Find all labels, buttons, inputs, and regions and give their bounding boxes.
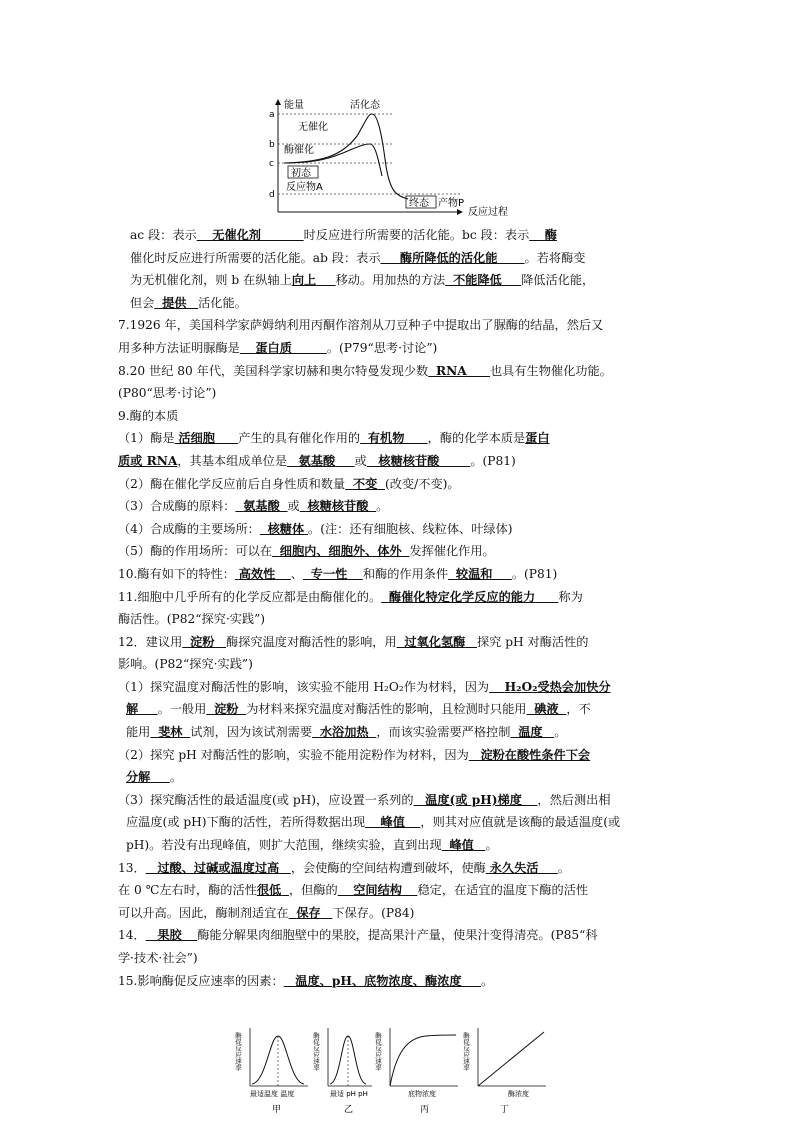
line-26 — [118, 789, 690, 812]
chart-2-caption: 乙 — [344, 1105, 354, 1115]
t: ，但酶的 — [288, 883, 338, 898]
blank: 酶催化特定化学反应的能力 — [388, 589, 536, 604]
t: ac 段：表示 — [130, 228, 197, 242]
t: 能用 — [126, 725, 151, 740]
blank: 提供 — [162, 295, 187, 310]
product-label: 产物P — [438, 198, 465, 209]
t: （4）合成酶的主要场所： — [118, 521, 260, 536]
t: 产生的具有催化作用的 — [238, 431, 361, 446]
chart-2-ylabel: 酶促反应速率 — [312, 1032, 320, 1071]
t: 降低活化能， — [521, 273, 595, 288]
t: 稳定，在适宜的温度下酶的活性 — [417, 883, 589, 898]
chart-3-xlabel: 底物浓度 — [408, 1090, 436, 1098]
blank: 细胞内、细胞外、体外 — [279, 544, 402, 559]
blank: 高效性 — [238, 566, 276, 581]
blank: 果胶 — [157, 928, 182, 943]
line-34 — [118, 970, 690, 993]
energy-x-label: 反应过程 — [468, 207, 508, 218]
t: 试剂，因为该试剂需要 — [190, 725, 313, 740]
t: 但会 — [130, 295, 155, 310]
chart-4-caption: 丁 — [500, 1105, 510, 1115]
activation-energy-diagram — [262, 96, 532, 220]
blank: 斐林 — [158, 725, 183, 740]
blank: 淀粉 — [214, 702, 239, 717]
blank: 温度、pH、底物浓度、酶浓度 — [295, 973, 462, 988]
t: 。 — [169, 770, 182, 785]
blank: 保存 — [296, 905, 321, 920]
blank: 氨基酸 — [243, 499, 280, 514]
t: (改变/不变)。 — [385, 476, 460, 491]
chart-3-caption: 丙 — [420, 1105, 430, 1115]
blank: 蛋白质 — [255, 340, 292, 355]
line-20 — [118, 653, 690, 676]
chart-3-curve — [390, 1035, 456, 1086]
energy-y-label: 能量 — [284, 100, 304, 111]
t: 。 — [557, 860, 571, 875]
line-13 — [118, 495, 690, 518]
line-10 — [118, 427, 690, 450]
energy-peak-label: 活化态 — [350, 100, 380, 111]
rate-factor-charts — [236, 1024, 556, 1116]
blank: 较温和 — [455, 566, 493, 581]
blank: 核糖核苷酸 — [307, 499, 369, 514]
blank: 有机物 — [367, 431, 405, 446]
chart-1-ylabel: 酶促反应速率 — [234, 1032, 242, 1071]
t: 酶探究温度对酶活性的影响，用 — [226, 634, 397, 649]
t: （2）酶在催化学反应前后自身性质和数量 — [118, 476, 346, 491]
blank: 峰值 — [449, 838, 474, 853]
line-21 — [118, 676, 690, 699]
t: (P80“思考·讨论”) — [118, 386, 217, 401]
t: 酶活性。(P82“探究·实践”) — [118, 612, 266, 627]
blank: 很低 — [256, 883, 282, 898]
t: 。(注：还有细胞核、线粒体、叶绿体) — [308, 521, 513, 536]
t: 为无机催化剂，则 b 在纵轴上 — [130, 273, 292, 288]
chart-temperature — [234, 1028, 308, 1115]
line-19 — [118, 631, 690, 654]
blank: 水浴加热 — [319, 725, 369, 740]
t: 时反应进行所需要的活化能。bc 段：表示 — [303, 228, 530, 242]
blank-ac: 无催化剂 — [212, 228, 261, 242]
blank: 永久失活 — [489, 860, 539, 875]
t: 或 — [287, 499, 300, 514]
blank: 分解 — [126, 770, 151, 785]
t: 应温度(或 pH)下酶的活性，若所得数据出现 — [126, 815, 366, 830]
t: 催化时反应进行所需要的活化能。ab 段：表示 — [130, 250, 381, 265]
t: 7.1926 年，美国科学家萨姆纳利用丙酮作溶剂从刀豆种子中提取出了脲酶的结晶，然后又 — [118, 318, 604, 333]
t: 15.影响酶促反应速率的因素： — [118, 973, 284, 988]
blank-ab: 酶所降低的活化能 — [399, 250, 498, 265]
line-8 — [118, 382, 690, 405]
t: 酶能分解果肉细胞壁中的果胶，提高果汁产量，使果汁变得清亮。(P85“科 — [197, 928, 598, 943]
chart-1-caption: 甲 — [272, 1105, 282, 1115]
initial-state-label: 初态 — [291, 168, 311, 179]
t: （3）探究酶活性的最适温度(或 pH)，应设置一系列的 — [118, 792, 414, 807]
cat-label: 酶催化 — [284, 145, 314, 156]
t: 或 — [354, 453, 367, 468]
chart-1-xlabel: 最适温度 温度 — [250, 1090, 295, 1098]
t: ，则其对应值就是该酶的最适温度(或 — [420, 815, 621, 830]
blank: 专一性 — [310, 566, 348, 581]
blank: 过氧化氢酶 — [404, 634, 466, 649]
t: 。(P79“思考·讨论”) — [326, 340, 438, 355]
t: 学·技术·社会”) — [118, 951, 198, 965]
reactant-label: 反应物A — [286, 182, 323, 193]
line-25 — [118, 766, 690, 789]
t: 。(P81) — [511, 566, 558, 581]
t: 12．建议用 — [118, 634, 183, 649]
blank: 解 — [126, 702, 139, 717]
line-6 — [118, 337, 690, 360]
chart-ph — [312, 1028, 372, 1115]
blank: 温度(或 pH)梯度 — [425, 792, 522, 807]
t: ，而该实验需要严格控制 — [376, 725, 511, 740]
uncat-label: 无催化 — [298, 122, 328, 133]
line-11 — [118, 450, 690, 473]
blank: 空间结构 — [353, 883, 402, 898]
chart-2-xlabel: 最适 pH pH — [330, 1090, 368, 1098]
level-b: b — [269, 140, 275, 150]
blank: 不变 — [352, 476, 378, 491]
t: 活化能。 — [198, 295, 247, 310]
t: 探究 pH 对酶活性的 — [476, 634, 589, 649]
t: 13． — [118, 860, 146, 875]
t: 和酶的作用条件 — [362, 566, 449, 581]
level-c: c — [269, 159, 274, 169]
chart-4-ylabel: 酶促反应速率 — [462, 1032, 470, 1071]
t: 用多种方法证明脲酶是 — [118, 340, 240, 355]
line-3 — [118, 269, 690, 292]
final-state-label: 终态 — [409, 198, 429, 209]
t: 。 — [376, 499, 389, 514]
line-2 — [118, 247, 690, 270]
line-32 — [118, 924, 690, 947]
t: 。 — [480, 973, 494, 988]
line-28 — [118, 834, 690, 857]
line-22 — [118, 698, 690, 721]
line-1 — [118, 224, 690, 247]
t: 移动。用加热的方法 — [335, 273, 446, 288]
line-29 — [118, 857, 690, 880]
t: 11.细胞中几乎所有的化学反应都是由酶催化的。 — [118, 589, 382, 604]
chart-substrate — [374, 1028, 458, 1115]
line-7 — [118, 360, 690, 383]
blank: H₂O₂受热会加快分 — [504, 679, 611, 694]
t: 在 0 ℃左右时，酶的活性 — [118, 883, 257, 898]
line-33 — [118, 947, 690, 970]
blank: RNA — [435, 363, 467, 378]
blank: 氨基酸 — [298, 453, 336, 468]
t: 称为 — [558, 589, 583, 604]
blank: 核糖体 — [267, 521, 305, 536]
t: 10.酶有如下的特性： — [118, 566, 235, 581]
blank: 碘液 — [534, 702, 559, 717]
t: ，不 — [566, 702, 591, 717]
t: （1）探究温度对酶活性的影响，该实验不能用 H₂O₂作为材料，因为 — [118, 679, 490, 694]
t: 也具有生物催化功能。 — [489, 363, 612, 378]
t: 发挥催化作用。 — [409, 544, 495, 559]
t: ，然后测出相 — [537, 792, 611, 807]
t: 9.酶的本质 — [118, 408, 179, 423]
t: 为材料来探究温度对酶活性的影响，且检测时只能用 — [246, 702, 527, 717]
line-4 — [118, 292, 690, 315]
t: （3）合成酶的原料： — [118, 499, 236, 514]
t: 。(P81) — [470, 453, 516, 468]
t: pH)。若没有出现峰值，则扩大范围，继续实验，直到出现 — [126, 838, 442, 853]
line-24 — [118, 744, 690, 767]
blank-bc: 酶 — [544, 228, 557, 242]
t: 。 — [554, 725, 567, 740]
line-5 — [118, 314, 690, 337]
line-23 — [118, 721, 690, 744]
t: （2）探究 pH 对酶活性的影响，实验不能用淀粉作为材料，因为 — [118, 747, 469, 762]
t: 影响。(P82“探究·实践”) — [118, 657, 253, 672]
line-27 — [118, 811, 690, 834]
blank: 淀粉在酸性条件下会 — [480, 747, 591, 762]
t: 下保存。(P84) — [332, 905, 415, 920]
line-16 — [118, 563, 690, 586]
blank: 过酸、过碱或温度过高 — [157, 860, 280, 875]
blank: 不能降低 — [453, 273, 502, 288]
t: 8.20 世纪 80 年代，美国科学家切赫和奥尔特曼发现少数 — [118, 363, 429, 378]
line-12 — [118, 473, 690, 496]
t: 14． — [118, 928, 146, 943]
t: 、 — [290, 566, 304, 581]
t: 。一般用 — [157, 702, 207, 717]
t: （5）酶的作用场所：可以在 — [118, 544, 273, 559]
blank: 峰值 — [380, 815, 405, 830]
t: ，酶的化学本质是 — [427, 431, 526, 446]
line-18 — [118, 608, 690, 631]
chart-3-ylabel: 酶促反应速率 — [374, 1032, 382, 1071]
line-15 — [118, 540, 690, 563]
line-31 — [118, 902, 690, 925]
blank: 淀粉 — [190, 634, 215, 649]
t: 。若将酶变 — [524, 250, 586, 265]
blank: 活细胞 — [178, 431, 215, 446]
level-d: d — [269, 190, 275, 200]
blank: 向上 — [291, 273, 317, 288]
t: 。 — [485, 838, 498, 853]
line-30 — [118, 879, 690, 902]
chart-4-curve — [478, 1032, 544, 1086]
t: ，会使酶的空间结构遭到破坏，使酶 — [290, 860, 486, 875]
line-17 — [118, 586, 690, 609]
t: ，其基本组成单位是 — [177, 453, 288, 468]
chart-enzyme — [462, 1028, 546, 1115]
t: 可以升高。因此，酶制剂适宜在 — [118, 905, 289, 920]
chart-4-xlabel: 酶浓度 — [508, 1090, 529, 1098]
line-9 — [118, 405, 690, 428]
level-a: a — [269, 110, 275, 120]
line-14 — [118, 518, 690, 541]
t: （1）酶是 — [118, 431, 175, 446]
blank: 蛋白 — [525, 431, 550, 446]
document-body — [118, 224, 690, 992]
blank: 核糖核苷酸 — [378, 453, 440, 468]
blank: 温度 — [518, 725, 543, 740]
blank: 质或 RNA — [118, 453, 178, 468]
